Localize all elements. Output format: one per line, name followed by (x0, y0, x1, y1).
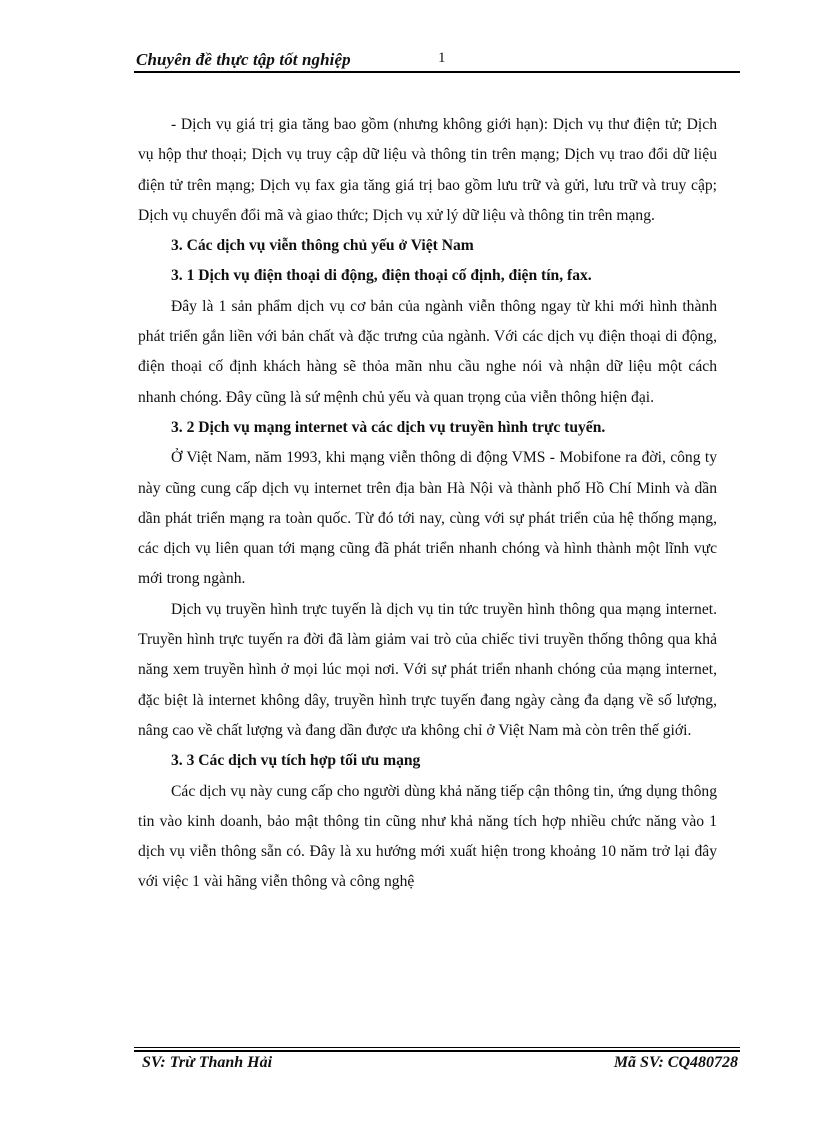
student-name: SV: Trừ Thanh Hải (142, 1054, 273, 1071)
page-number: 1 (438, 50, 446, 66)
paragraph: Dịch vụ truyền hình trực tuyến là dịch vụ tin tức truyền hình thông qua mạng internet. Truyền hình trực tuyến ra đời đã làm giảm vai trò của chiếc tivi truyền thống thông qua khả năng xem truyền hình ở mọi lúc mọi nơi. Với sự phát triển nhanh chóng của mạng internet, đặc biệt là internet không dây, truyền hình trực tuyến đang ngày càng đa dạng về số lượng, nâng cao về chất lượng và đang dần được ưa không chỉ ở Việt Nam mà còn trên thế giới. (138, 600, 717, 739)
page-footer (134, 1047, 740, 1077)
header-divider (134, 71, 740, 73)
section-heading: 3. 1 Dịch vụ điện thoại di động, điện thoại cố định, điện tín, fax. (171, 267, 592, 285)
footer-divider-thick (134, 1050, 740, 1052)
paragraph: Đây là 1 sản phẩm dịch vụ cơ bản của ngành viễn thông ngay từ khi mới hình thành phát triển gắn liền với bản chất và đặc trưng của ngành. Với các dịch vụ điện thoại di động, điện thoại cố định khách hàng sẽ thỏa mãn nhu cầu nghe nói và nhận dữ liệu một cách nhanh chóng. Đây cũng là sứ mệnh chủ yếu và quan trọng của viễn thông hiện đại. (138, 297, 717, 406)
page-header (134, 46, 740, 74)
footer-divider-thin (134, 1047, 740, 1048)
document-body (138, 110, 717, 898)
section-heading: 3. 2 Dịch vụ mạng internet và các dịch vụ truyền hình trực tuyến. (171, 418, 606, 436)
paragraph: - Dịch vụ giá trị gia tăng bao gồm (nhưng không giới hạn): Dịch vụ thư điện tử; Dịch vụ hộp thư thoại; Dịch vụ truy cập dữ liệu và thông tin trên mạng; Dịch vụ trao đổi dữ liệu điện tử trên mạng; Dịch vụ fax gia tăng giá trị bao gồm lưu trữ và gửi, lưu trữ và truy cập; Dịch vụ chuyển đổi mã và giao thức; Dịch vụ xử lý dữ liệu và thông tin trên mạng. (138, 116, 717, 224)
header-title: Chuyên đề thực tập tốt nghiệp (136, 50, 351, 69)
student-id: Mã SV: CQ480728 (613, 1054, 738, 1071)
paragraph: Các dịch vụ này cung cấp cho người dùng khả năng tiếp cận thông tin, ứng dụng thông tin vào kinh doanh, bảo mật thông tin cũng như khả năng tích hợp nhiều chức năng vào 1 dịch vụ viễn thông sẵn có. Đây là xu hướng mới xuất hiện trong khoảng 10 năm trở lại đây với việc 1 vài hãng viễn thông và công nghệ (138, 782, 717, 891)
section-heading: 3. Các dịch vụ viễn thông chủ yếu ở Việt Nam (171, 237, 474, 255)
paragraph: Ở Việt Nam, năm 1993, khi mạng viễn thông di động VMS - Mobifone ra đời, công ty này cũng cung cấp dịch vụ internet trên địa bàn Hà Nội và thành phố Hồ Chí Minh và dần dần phát triển mạng ra toàn quốc. Từ đó tới nay, cùng với sự phát triển của hệ thống mạng, các dịch vụ liên quan tới mạng cũng đã phát triển nhanh chóng và hình thành một lĩnh vực mới trong ngành. (138, 449, 717, 588)
section-heading: 3. 3 Các dịch vụ tích hợp tối ưu mạng (171, 752, 421, 770)
